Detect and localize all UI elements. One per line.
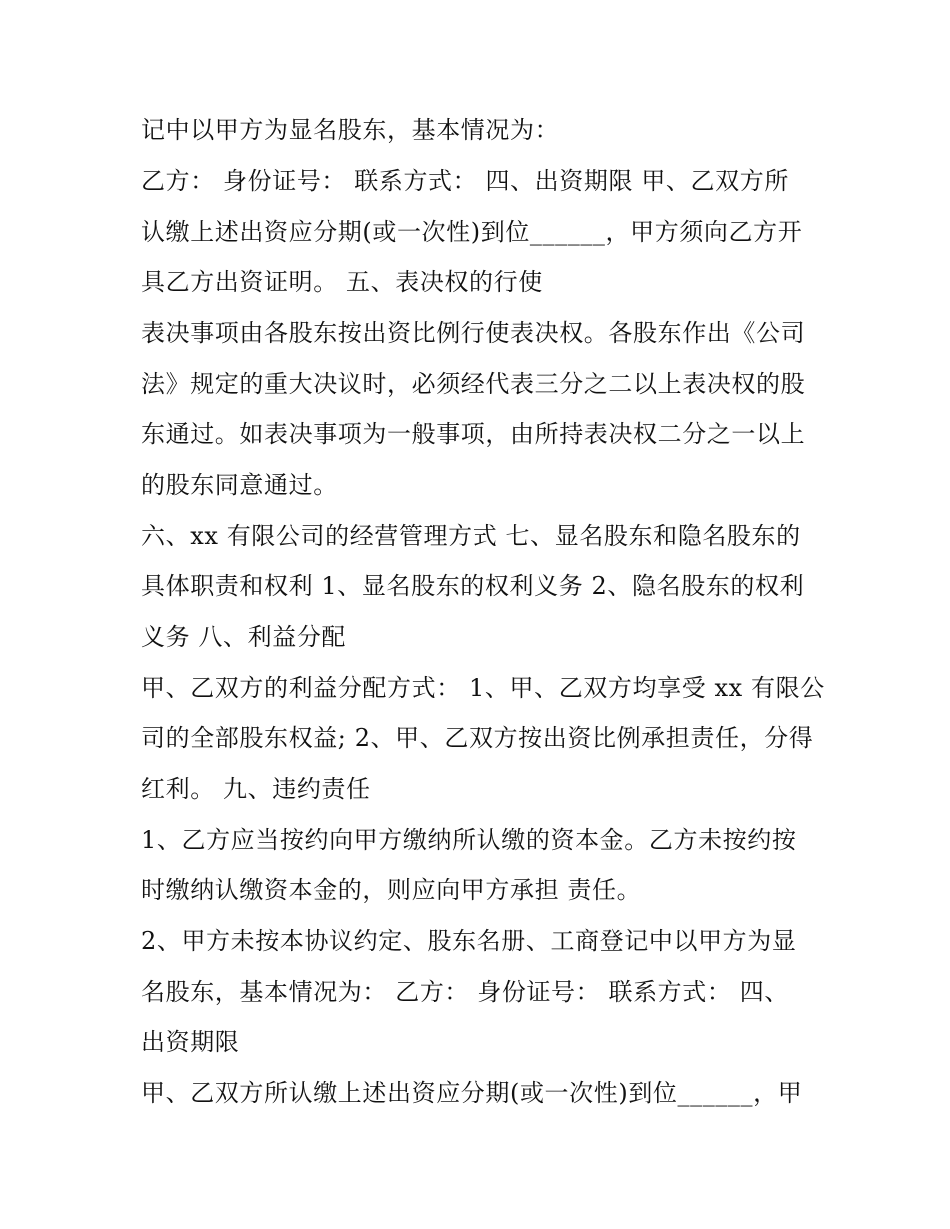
- text-line: 时缴纳认缴资本金的，则应向甲方承担 责任。: [141, 876, 642, 904]
- text-line: 司的全部股东权益; 2、甲、乙双方按出资比例承担责任，分得: [141, 724, 814, 752]
- text-line: 2、甲方未按本协议约定、股东名册、工商登记中以甲方为显: [141, 927, 797, 955]
- text-line: 1、乙方应当按约向甲方缴纳所认缴的资本金。乙方未按约按: [141, 826, 797, 854]
- text-line: 具体职责和权利 1、显名股东的权利义务 2、隐名股东的权利: [141, 572, 805, 600]
- text-line: 红利。 九、违约责任: [141, 775, 371, 803]
- text-line: 法》规定的重大决议时，必须经代表三分之二以上表决权的股: [141, 370, 806, 398]
- text-line: 记中以甲方为显名股东，基本情况为：: [141, 116, 560, 144]
- text-line: 出资期限: [141, 1028, 240, 1056]
- text-line: 认缴上述出资应分期(或一次性)到位______，甲方须向乙方开: [141, 218, 803, 246]
- text-line: 义务 八、利益分配: [141, 623, 347, 651]
- text-line: 名股东，基本情况为： 乙方： 身份证号： 联系方式： 四、: [141, 978, 789, 1006]
- text-line: 的股东同意通过。: [141, 471, 338, 499]
- text-line: 表决事项由各股东按出资比例行使表决权。各股东作出《公司: [141, 319, 806, 347]
- text-line: 甲、乙双方所认缴上述出资应分期(或一次性)到位______，甲: [141, 1079, 803, 1107]
- text-line: 甲、乙双方的利益分配方式： 1、甲、乙双方均享受 xx 有限公: [141, 674, 825, 702]
- text-line: 东通过。如表决事项为一般事项，由所持表决权二分之一以上: [141, 420, 806, 448]
- text-line: 具乙方出资证明。 五、表决权的行使: [141, 268, 543, 296]
- text-line: 乙方： 身份证号： 联系方式： 四、出资期限 甲、乙双方所: [141, 167, 789, 195]
- text-line: 六、xx 有限公司的经营管理方式 七、显名股东和隐名股东的: [141, 522, 801, 550]
